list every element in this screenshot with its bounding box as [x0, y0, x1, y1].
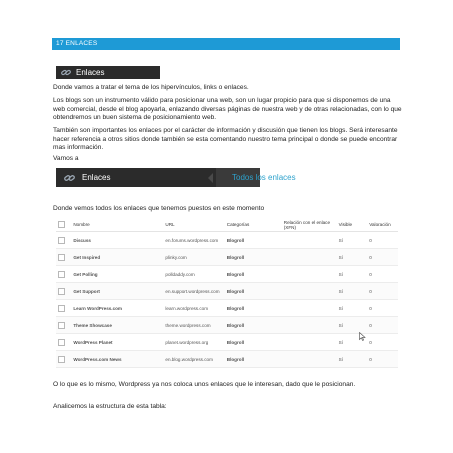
column-header-url[interactable]: URL: [163, 218, 224, 232]
link-icon: [61, 68, 71, 77]
link-url[interactable]: theme.wordpress.com: [163, 317, 224, 334]
row-checkbox[interactable]: [58, 322, 65, 329]
link-xfn: [282, 317, 337, 334]
link-visible: Sí: [337, 283, 368, 300]
link-visible: Sí: [337, 249, 368, 266]
link-name[interactable]: Learn WordPress.com: [71, 300, 163, 317]
link-visible: Sí: [337, 317, 368, 334]
link-xfn: [282, 300, 337, 317]
link-rating: 0: [367, 334, 398, 351]
section-heading: 17 ENLACES: [56, 40, 98, 47]
paragraph-blogs: Los blogs son un instrumento válido para posicionar una web, son un lugar propicio para que si disponemos de una web comercial, desde el blog apoyarla, enlazando diversas páginas de nuestra web y de otras relacionadas, con lo que obtendremos un buen sistema de posicionamiento web.: [53, 97, 402, 122]
link-name[interactable]: Discuss: [71, 232, 163, 249]
row-checkbox[interactable]: [58, 288, 65, 295]
link-category[interactable]: Blogroll: [225, 283, 282, 300]
enlaces-menu-item[interactable]: Enlaces: [82, 173, 111, 182]
table-row: [56, 317, 398, 334]
link-rating: 0: [367, 300, 398, 317]
link-name[interactable]: Get Polling: [71, 266, 163, 283]
link-rating: 0: [367, 351, 398, 368]
link-xfn: [282, 283, 337, 300]
link-visible: Sí: [337, 266, 368, 283]
column-header-visible[interactable]: Visible: [337, 218, 368, 232]
link-visible: Sí: [337, 300, 368, 317]
link-visible: Sí: [337, 351, 368, 368]
link-url[interactable]: en.forums.wordpress.com: [163, 232, 224, 249]
link-rating: 0: [367, 283, 398, 300]
table-row: [56, 232, 398, 249]
table-row: [56, 283, 398, 300]
section-heading-bar: [52, 38, 400, 50]
select-all-checkbox[interactable]: [58, 221, 65, 228]
column-header-name[interactable]: Nombre: [71, 218, 163, 232]
row-checkbox[interactable]: [58, 339, 65, 346]
table-row: [56, 249, 398, 266]
paragraph-importance: También son importantes los enlaces por el carácter de información y discusión que tienen los blogs. Será interesante hacer referencia a otros sitios donde también se esta comentando nuestro tema principal o donde se puede encontrar mas información.: [53, 127, 398, 152]
link-url[interactable]: en.support.wordpress.com: [163, 283, 224, 300]
link-url[interactable]: planet.wordpress.org: [163, 334, 224, 351]
link-name[interactable]: Theme Showcase: [71, 317, 163, 334]
link-url[interactable]: en.blog.wordpress.com: [163, 351, 224, 368]
column-header-categories[interactable]: Categorías: [225, 218, 282, 232]
mouse-cursor-icon: [359, 332, 366, 341]
column-header-xfn: Relación con el enlace (XFN): [282, 218, 337, 232]
row-checkbox[interactable]: [58, 356, 65, 363]
link-xfn: [282, 351, 337, 368]
link-url[interactable]: polldaddy.com: [163, 266, 224, 283]
table-header-row: [56, 218, 398, 232]
link-name[interactable]: Get Support: [71, 283, 163, 300]
paragraph-intro: Donde vamos a tratar el tema de los hipervínculos, links o enlaces.: [53, 84, 249, 91]
link-rating: 0: [367, 232, 398, 249]
enlaces-menu-screenshot[interactable]: [56, 66, 160, 79]
link-category[interactable]: Blogroll: [225, 232, 282, 249]
link-name[interactable]: WordPress.com News: [71, 351, 163, 368]
link-category[interactable]: Blogroll: [225, 317, 282, 334]
row-checkbox[interactable]: [58, 271, 65, 278]
link-url[interactable]: learn.wordpress.com: [163, 300, 224, 317]
enlaces-submenu-screenshot: [56, 168, 296, 187]
paragraph-wordpress-links: O lo que es lo mismo, Wordpress ya nos coloca unos enlaces que le interesan, dado que le posicionan.: [53, 381, 356, 388]
link-visible: Sí: [337, 334, 368, 351]
link-category[interactable]: Blogroll: [225, 334, 282, 351]
column-header-rating[interactable]: Valoración: [367, 218, 398, 232]
row-checkbox[interactable]: [58, 305, 65, 312]
link-category[interactable]: Blogroll: [225, 300, 282, 317]
table-row: [56, 266, 398, 283]
todos-los-enlaces-link[interactable]: Todos los enlaces: [232, 173, 296, 182]
row-checkbox[interactable]: [58, 254, 65, 261]
paragraph-analyze: Analicemos la estructura de esta tabla:: [53, 403, 167, 410]
paragraph-vamos: Vamos a: [53, 155, 79, 162]
link-url[interactable]: plinky.com: [163, 249, 224, 266]
link-name[interactable]: WordPress Planet: [71, 334, 163, 351]
enlaces-menu-label: Enlaces: [76, 68, 105, 77]
link-xfn: [282, 232, 337, 249]
link-xfn: [282, 266, 337, 283]
table-row: [56, 300, 398, 317]
links-table: [56, 218, 398, 368]
link-category[interactable]: Blogroll: [225, 351, 282, 368]
link-name[interactable]: Get Inspired: [71, 249, 163, 266]
link-icon: [64, 173, 75, 183]
link-category[interactable]: Blogroll: [225, 249, 282, 266]
link-rating: 0: [367, 317, 398, 334]
paragraph-table-intro: Donde vemos todos los enlaces que tenemos puestos en este momento: [53, 205, 265, 212]
select-all-cell[interactable]: [56, 218, 71, 232]
link-visible: Sí: [337, 232, 368, 249]
link-rating: 0: [367, 266, 398, 283]
submenu-pointer-arrow: [208, 173, 213, 183]
link-category[interactable]: Blogroll: [225, 266, 282, 283]
link-xfn: [282, 334, 337, 351]
table-row: [56, 334, 398, 351]
table-row: [56, 351, 398, 368]
link-xfn: [282, 249, 337, 266]
row-checkbox[interactable]: [58, 237, 65, 244]
link-rating: 0: [367, 249, 398, 266]
